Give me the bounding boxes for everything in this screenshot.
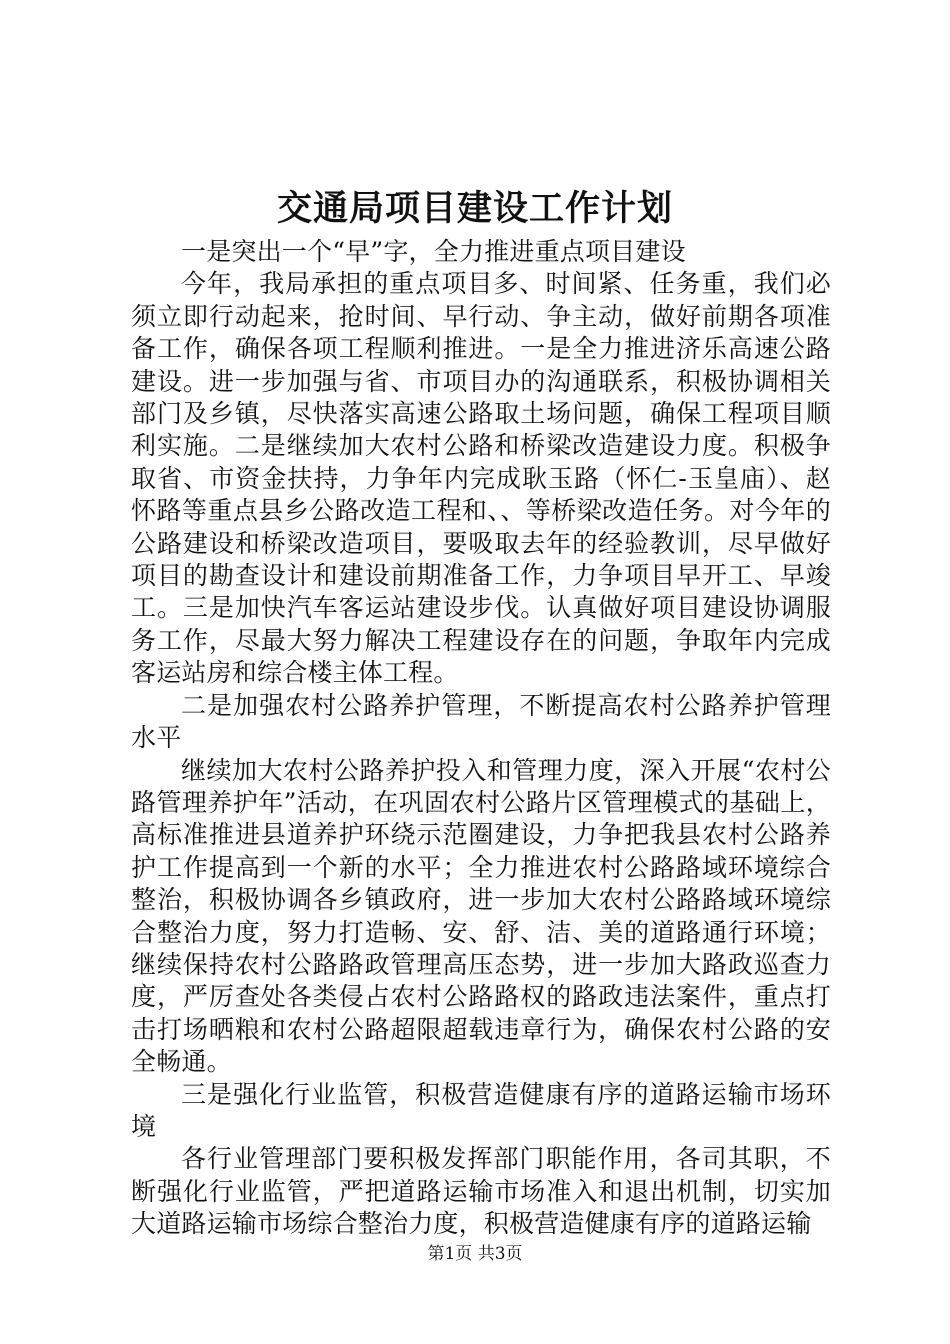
- section-heading-3: 三是强化行业监管，积极营造健康有序的道路运输市场环境: [131, 1079, 831, 1141]
- body-paragraph-3: 各行业管理部门要积极发挥部门职能作用，各司其职，不断强化行业监管，严把道路运输市场准入和退出机制，切实加大道路运输市场综合整治力度，积极营造健康有序的道路运输: [131, 1144, 831, 1239]
- body-paragraph-1: 今年，我局承担的重点项目多、时间紧、任务重，我们必须立即行动起来，抢时间、早行动、争主动，做好前期各项准备工作，确保各项工程顺利推进。一是全力推进济乐高速公路建设。进一步加强与省、市项目办的沟通联系，积极协调相关部门及乡镇，尽快落实高速公路取土场问题，确保工程项目顺利实施。二是继续加大农村公路和桥梁改造建设力度。积极争取省、市资金扶持，力争年内完成耿玉路（怀仁-玉皇庙）、赵怀路等重点县乡公路改造工程和、、等桥梁改造任务。对今年的公路建设和桥梁改造项目，要吸取去年的经验教训，尽早做好项目的勘查设计和建设前期准备工作，力争项目早开工、早竣工。三是加快汽车客运站建设步伐。认真做好项目建设协调服务工作，尽最大努力解决工程建设存在的问题，争取年内完成客运站房和综合楼主体工程。: [131, 269, 831, 688]
- document-body: [131, 236, 831, 1241]
- body-paragraph-2: 继续加大农村公路养护投入和管理力度，深入开展“农村公路管理养护年”活动，在巩固农村公路片区管理模式的基础上，高标准推进县道养护环绕示范圈建设，力争把我县农村公路养护工作提高到一个新的水平；全力推进农村公路路域环境综合整治，积极协调各乡镇政府，进一步加大农村公路路域环境综合整治力度，努力打造畅、安、舒、洁、美的道路通行环境；继续保持农村公路路政管理高压态势，进一步加大路政巡查力度，严厉查处各类侵占农村公路路权的路政违法案件，重点打击打场晒粮和农村公路超限超载违章行为，确保农村公路的安全畅通。: [131, 755, 831, 1077]
- section-heading-1: 一是突出一个“早”字，全力推进重点项目建设: [181, 237, 686, 266]
- page-number: 第1页 共3页: [427, 1244, 523, 1264]
- section-heading-2: 二是加强农村公路养护管理，不断提高农村公路养护管理水平: [131, 690, 831, 753]
- document-title: 交通局项目建设工作计划: [276, 188, 673, 229]
